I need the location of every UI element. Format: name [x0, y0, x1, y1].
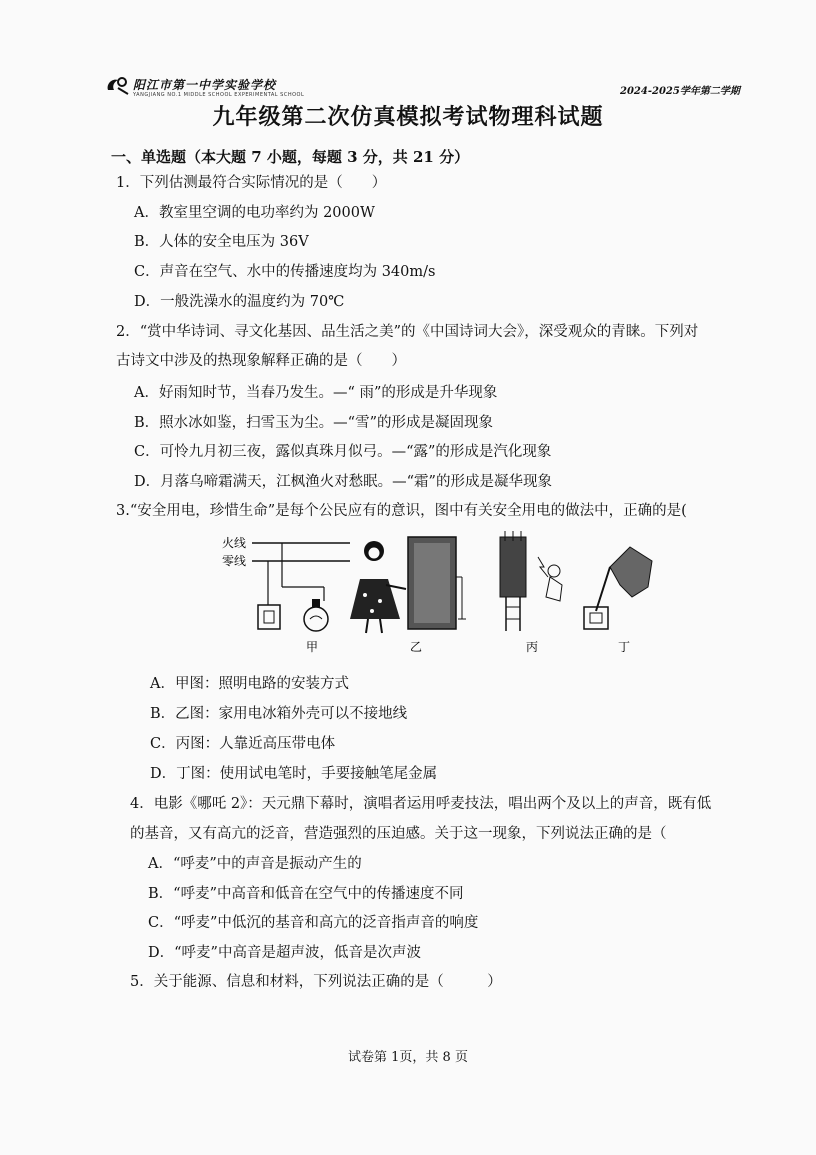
figure-yi-fridge: [350, 537, 466, 633]
figure-bing-high-voltage: [500, 531, 562, 631]
live-wire-label: 火线: [222, 536, 247, 550]
q4-option-a: A．“呼麦”中的声音是振动产生的: [148, 856, 362, 872]
q3-option-c: C．丙图：人靠近高压带电体: [150, 736, 336, 752]
q4-option-c: C．“呼麦”中低沉的基音和高亢的泛音指声音的响度: [148, 915, 479, 931]
label-bing: 丙: [526, 640, 539, 654]
exam-title: 九年级第二次仿真模拟考试物理科试题: [212, 104, 604, 130]
q2-stem-line1: 2．“赏中华诗词、寻文化基因、品生活之美”的《中国诗词大会》，深受观众的青睐。下列对: [116, 324, 699, 340]
q4-stem-line1: 4．电影《哪吒 2》：天元鼎下幕时，演唱者运用呼麦技法，唱出两个及以上的声音，既有低: [130, 796, 712, 812]
q4-option-d: D．“呼麦”中高音是超声波，低音是次声波: [148, 945, 421, 961]
q1-option-a: A．教室里空调的电功率约为 2000W: [134, 205, 375, 221]
label-yi: 乙: [410, 640, 423, 654]
q2-option-d: D．月落乌啼霜满天，江枫渔火对愁眠。—“霜”的形成是凝华现象: [134, 474, 552, 490]
section-heading: 一、单选题（本大题 7 小题，每题 3 分，共 21 分）: [111, 148, 470, 166]
q2-stem-line2: 古诗文中涉及的热现象解释正确的是（ ）: [116, 353, 406, 369]
test-pen-icon: [596, 567, 610, 611]
q5-stem: 5．关于能源、信息和材料，下列说法正确的是（ ）: [130, 974, 502, 990]
q3-stem: 3.“安全用电，珍惜生命”是每个公民应有的意识，图中有关安全用电的做法中，正确的是(: [116, 503, 687, 519]
q2-option-b: B．照水冰如鉴，扫雪玉为尘。—“雪”的形成是凝固现象: [134, 415, 493, 431]
q4-stem-line2: 的基音，又有高亢的泛音，营造强烈的压迫感。关于这一现象，下列说法正确的是（: [130, 826, 667, 842]
q2-option-c: C．可怜九月初三夜，露似真珠月似弓。—“露”的形成是汽化现象: [134, 444, 552, 460]
q2-option-a: A．好雨知时节，当春乃发生。—“ 雨”的形成是升华现象: [134, 385, 498, 401]
q1-option-c: C．声音在空气、水中的传播速度均为 340m/s: [134, 264, 436, 280]
bulb-icon: [304, 607, 328, 631]
q1-option-d: D．一般洗澡水的温度约为 70℃: [134, 294, 345, 310]
school-name-en: YANGJIANG NO.1 MIDDLE SCHOOL EXPERIMENTAL SCHOOL: [133, 92, 305, 98]
q1-option-b: B．人体的安全电压为 36V: [134, 234, 309, 250]
figure-ding-test-pen: [584, 547, 652, 629]
q1-stem: 1．下列估测最符合实际情况的是（ ）: [116, 175, 387, 191]
label-jia: 甲: [306, 640, 319, 654]
transformer-icon: [500, 537, 526, 597]
term-label: 2024-2025学年第二学期: [620, 86, 740, 97]
page-footer: 试卷第 1页，共 8 页: [348, 1050, 468, 1065]
q3-option-b: B．乙图：家用电冰箱外壳可以不接地线: [150, 706, 408, 722]
hand-icon: [610, 547, 652, 597]
school-logo-icon: [104, 74, 130, 96]
neutral-wire-label: 零线: [222, 554, 247, 568]
q4-option-b: B．“呼麦”中高音和低音在空气中的传播速度不同: [148, 886, 464, 902]
q3-option-a: A．甲图：照明电路的安装方式: [150, 676, 349, 692]
switch-icon: [258, 605, 280, 629]
q3-option-d: D．丁图：使用试电笔时，手要接触笔尾金属: [150, 766, 438, 782]
school-name: 阳江市第一中学实验学校: [133, 78, 277, 92]
figure-jia-circuit: [222, 535, 350, 631]
label-ding: 丁: [618, 640, 631, 654]
q3-figure: [200, 527, 670, 662]
